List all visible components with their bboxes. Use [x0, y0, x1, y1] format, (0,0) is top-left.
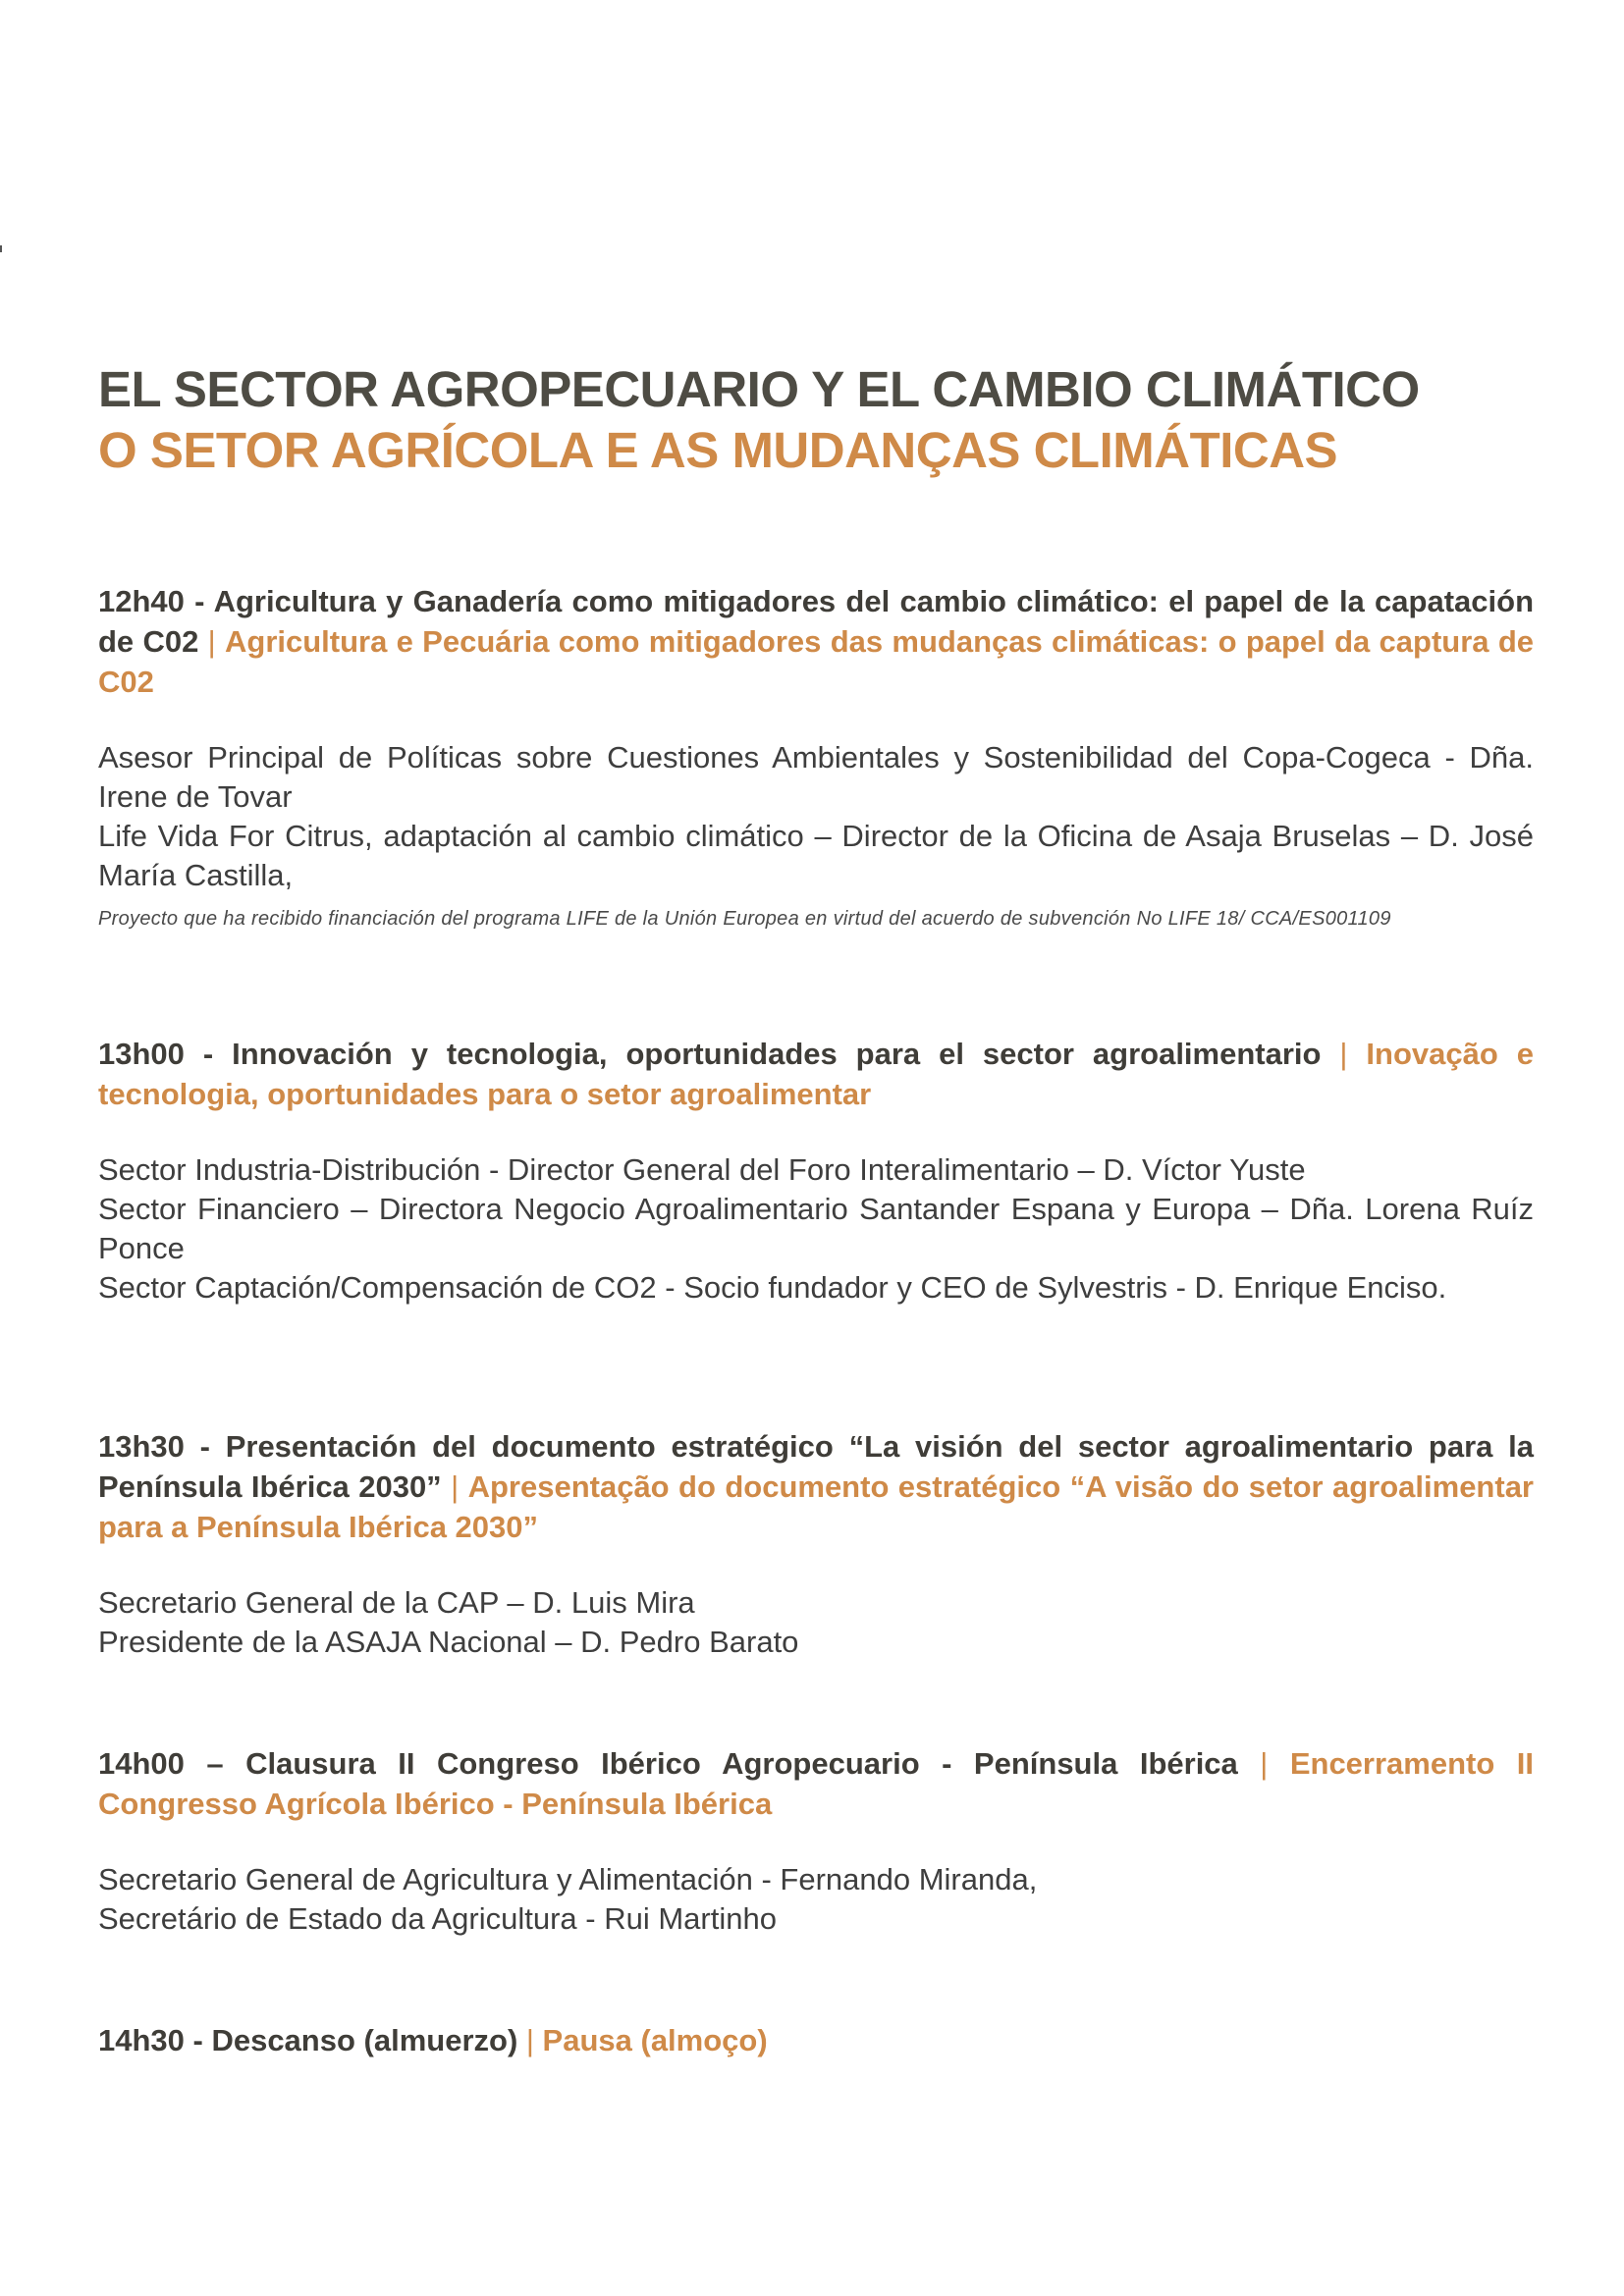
heading-spanish: 14h00 – Clausura II Congreso Ibérico Agropecuario - Península Ibérica — [98, 1746, 1238, 1781]
heading-separator: | — [441, 1469, 468, 1504]
speaker-line: Presidente de la ASAJA Nacional – D. Pedro Barato — [98, 1625, 799, 1659]
heading-portuguese: Apresentação do documento estratégico “A visão do setor agroalimentar para a Península Ibérica 2030” — [98, 1469, 1534, 1544]
session-1430 — [98, 2020, 1534, 2060]
session-heading — [98, 581, 1534, 702]
session-heading — [98, 2020, 1534, 2060]
speaker-line: Life Vida For Citrus, adaptación al cambio climático – Director de la Oficina de Asaja Bruselas – D. José María Castilla, — [98, 819, 1534, 892]
title-portuguese: O SETOR AGRÍCOLA E AS MUDANÇAS CLIMÁTICAS — [98, 422, 1338, 478]
heading-spanish: 13h30 - Presentación del documento estratégico “La visión del sector agroalimentario para la Península Ibérica 2030” — [98, 1429, 1534, 1504]
heading-spanish: 12h40 - Agricultura y Ganadería como mitigadores del cambio climático: el papel de la capatación de C02 — [98, 584, 1534, 659]
speaker-line: Sector Industria-Distribución - Director General del Foro Interalimentario – D. Víctor Yuste — [98, 1152, 1306, 1187]
heading-separator: | — [1321, 1037, 1367, 1071]
speaker-list — [98, 1150, 1534, 1308]
heading-separator: | — [1237, 1746, 1290, 1781]
heading-portuguese: Pausa (almoço) — [542, 2023, 768, 2057]
speaker-list — [98, 738, 1534, 895]
speaker-line: Asesor Principal de Políticas sobre Cuestiones Ambientales y Sostenibilidad del Copa-Cogeca - Dña. Irene de Tovar — [98, 740, 1534, 814]
funding-note: Proyecto que ha recibido financiación del programa LIFE de la Unión Europea en virtud del acuerdo de subvención No LIFE 18/ CCA/ES001109 — [98, 908, 1391, 930]
session-1240 — [98, 581, 1534, 938]
speaker-line: Secretario General de Agricultura y Alimentación - Fernando Miranda, — [98, 1862, 1038, 1896]
heading-spanish: 13h00 - Innovación y tecnologia, oportunidades para el sector agroalimentario — [98, 1037, 1322, 1071]
title-spanish: EL SECTOR AGROPECUARIO Y EL CAMBIO CLIMÁTICO — [98, 361, 1420, 417]
heading-separator: | — [198, 624, 225, 659]
speaker-line: Secretário de Estado da Agricultura - Rui Martinho — [98, 1901, 777, 1936]
heading-spanish: 14h30 - Descanso (almuerzo) — [98, 2023, 518, 2057]
heading-portuguese: Agricultura e Pecuária como mitigadores das mudanças climáticas: o papel da captura de C02 — [98, 624, 1535, 699]
session-heading — [98, 1426, 1534, 1547]
speaker-list — [98, 1583, 1534, 1662]
page-edge-mark — [0, 245, 2, 252]
speaker-list — [98, 1860, 1534, 1939]
session-1330 — [98, 1426, 1534, 1662]
speaker-line: Secretario General de la CAP – D. Luis Mira — [98, 1585, 695, 1620]
heading-portuguese: Inovação e tecnologia, oportunidades para o setor agroalimentar — [98, 1037, 1534, 1111]
speaker-line: Sector Financiero – Directora Negocio Agroalimentario Santander Espana y Europa – Dña. Lorena Ruíz Ponce — [98, 1192, 1534, 1265]
session-heading — [98, 1034, 1534, 1114]
page-title — [98, 359, 1532, 481]
speaker-line: Sector Captación/Compensación de CO2 - Socio fundador y CEO de Sylvestris - D. Enrique Enciso. — [98, 1270, 1447, 1305]
heading-portuguese: Encerramento II Congresso Agrícola Ibérico - Península Ibérica — [98, 1746, 1535, 1821]
session-1400 — [98, 1743, 1534, 1939]
session-heading — [98, 1743, 1534, 1824]
heading-separator: | — [517, 2023, 543, 2057]
session-1300 — [98, 1034, 1534, 1308]
